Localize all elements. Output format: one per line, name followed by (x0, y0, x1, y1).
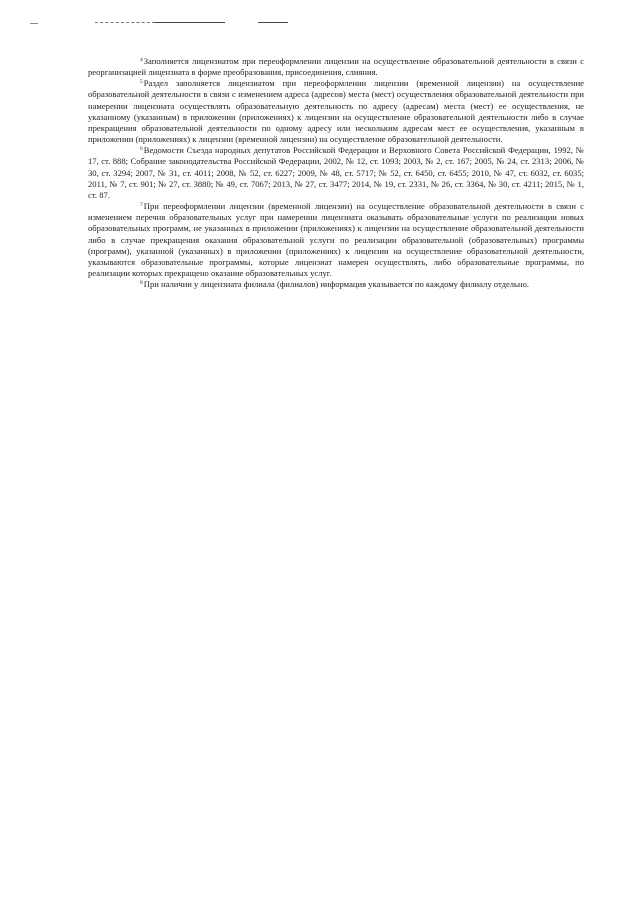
scan-mark (30, 23, 38, 24)
footnote-number: 5 (140, 79, 143, 86)
footnote-text: При наличии у лицензиата филиала (филиалов) информация указывается по каждому филиалу отдельно. (143, 279, 530, 290)
footnote-number: 4 (140, 57, 143, 63)
footnote-6 (88, 145, 584, 201)
footnote-text: Ведомости Съезда народных депутатов Российской Федерации и Верховного Совета Российской Федерации, 1992, № 17, ст. 888; Собрание законодательства Российской Федерации, 2002, № 12, ст. 1093; 2003, № 2, ст. 167; 2005, № 24, ст. 2313; 2006, № 30, ст. 3294; 2007, № 31, ст. 4011; 2008, № 52, ст. 6227; 2009, № 48, ст. 5717; № 52, ст. 6450, ст. 6455; 2010, № 47, ст. 6032, ст. 6035; 2011, № 7, ст. 901; № 27, ст. 3880; № 49, ст. 7067; 2013, № 27, ст. 3477; 2014, № 19, ст. 2331, № 26, ст. 3364, № 30, ст. 4211; 2015, № 1, ст. 87. (88, 145, 584, 200)
scan-mark (155, 22, 225, 23)
footnote-number: 6 (140, 146, 143, 153)
footnote-5 (88, 78, 584, 145)
footnote-text: Раздел заполняется лицензиатом при переоформлении лицензии (временной лицензии) на осуществление образовательной деятельности в связи с изменением адреса (адресов) места (мест) осуществления образовательной деятельности при намерении лицензиата осуществлять образовательную деятельность по адресу (адресам) места (мест) ее осуществления, не указанному (указанным) в приложении (приложениях) к лицензии на осуществление образовательной деятельности либо в случае прекращения образовательной деятельности по одному адресу или нескольким адресам мест ее осуществления, указанным в приложении (приложениях) к лицензии (временной лицензии) на осуществление образовательной деятельности. (88, 78, 584, 145)
footnote-4 (88, 56, 584, 78)
footnote-number: 7 (140, 202, 143, 209)
footnotes-block (88, 56, 584, 290)
scan-mark (95, 22, 155, 23)
footnote-text: Заполняется лицензиатом при переоформлении лицензии на осуществление образовательной деятельности в связи с реорганизацией лицензиата в форме преобразования, присоединения, слияния. (88, 56, 584, 78)
footnote-text: При переоформлении лицензии (временной лицензии) на осуществление образовательной деятельности в связи с изменением перечня образовательных услуг при намерении лицензиата оказывать образовательные услуги по реализации новых образовательных программ, не указанных в приложении (приложениях) к лицензии на осуществление образовательной деятельности либо в случае прекращения оказания образовательной услуги по реализации образовательной (образовательных) программы (программ), указанной (указанных) в приложении (приложениях) к лицензии на осуществление образовательной деятельности, указываются образовательные программы, которые лицензиат намерен осуществлять, либо образовательные программы, по реализации которых прекращено оказание образовательных услуг. (88, 201, 584, 278)
footnote-number: 8 (140, 280, 143, 287)
footnote-8 (88, 279, 584, 290)
header-scan-marks (0, 20, 640, 26)
scan-mark (258, 22, 288, 23)
footnote-7 (88, 201, 584, 279)
